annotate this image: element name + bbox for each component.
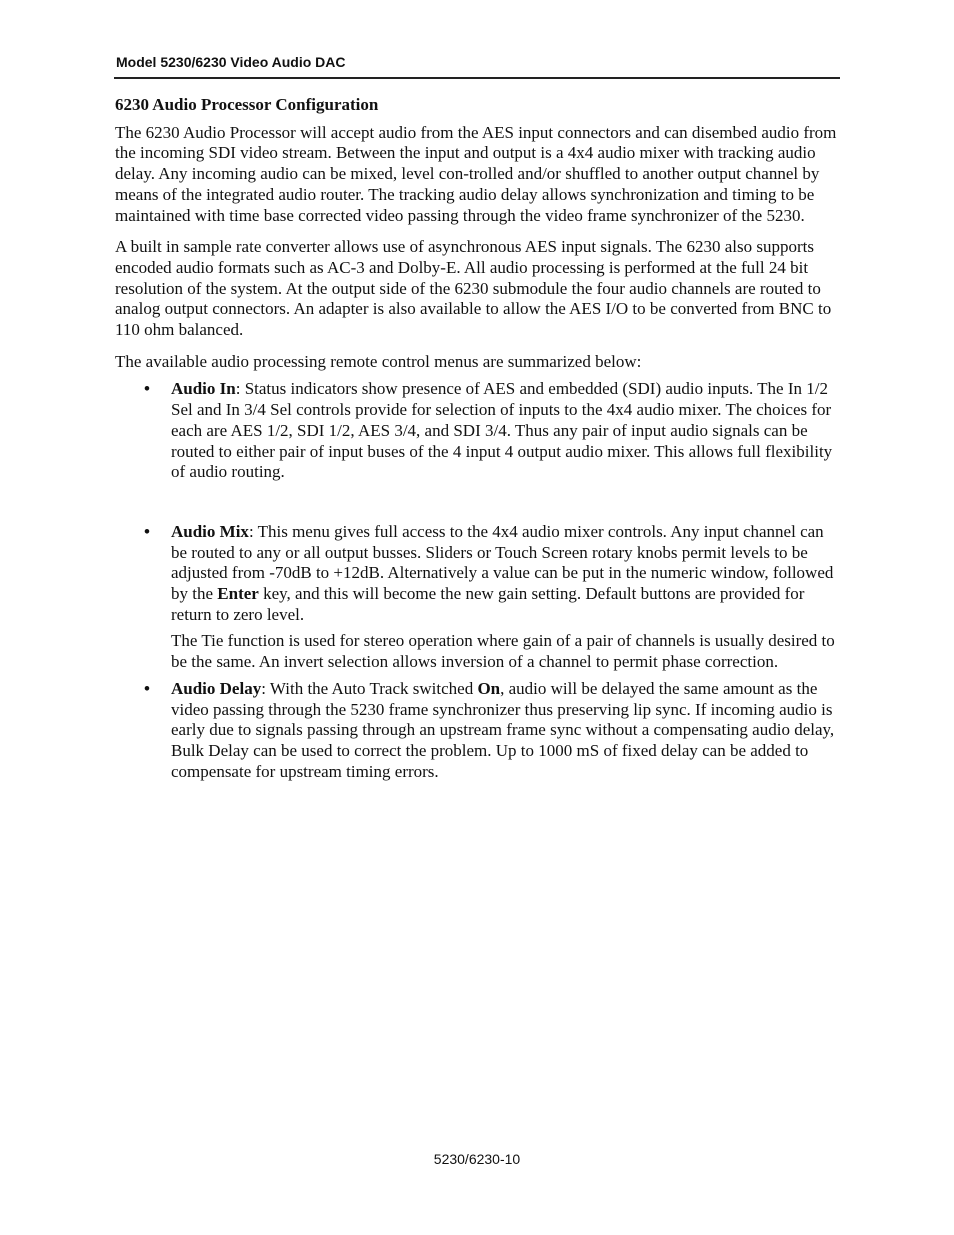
running-header-title: Model 5230/6230 Video Audio DAC (116, 54, 346, 70)
bullet-icon: • (144, 678, 150, 698)
list-spacer (115, 489, 840, 522)
audio-delay-paragraph (171, 679, 840, 783)
bullet-icon: • (144, 379, 150, 399)
audio-mix-text: : This menu gives full access to the 4x4 audio mixer controls. Any input channel can be routed to any or all output busses. Sliders or Touch Screen rotary knobs permit levels to be adjusted from -70dB to +12dB. Alternatively a value can be put in the numeric window, followed by the (171, 521, 834, 604)
audio-delay-text: : With the Auto Track switched (261, 678, 478, 698)
header-rule (114, 77, 840, 79)
tie-function-paragraph: The Tie function is used for stereo operation where gain of a pair of channels is usually desired to be the same. An invert selection allows inversion of a channel to permit phase correction. (171, 631, 835, 672)
audio-delay-text-continued: , audio will be delayed the same amount as the video passing through the 5230 frame synchronizer thus preserving lip sync. If incoming audio is early due to signals passing through an upstream frame sync without a compensating audio delay, Bulk Delay can be used to correct the problem. Up to 1000 mS of fixed delay can be added to compensate for upstream timing errors. (171, 678, 835, 781)
audio-mix-text-continued: key, and this will become the new gain setting. Default buttons are provided for return to zero level. (171, 584, 805, 624)
audio-in-term: Audio In (171, 379, 236, 399)
audio-mix-term: Audio Mix (171, 521, 249, 541)
bullet-icon: • (144, 521, 150, 541)
converter-paragraph: A built in sample rate converter allows use of asynchronous AES input signals. The 6230 also supports encoded audio formats such as AC-3 and Dolby-E. All audio processing is performed at the full 24 bit resolution of the system. At the output side of the 6230 submodule the four audio channels are routed to analog output connectors. An adapter is also available to allow the AES I/O to be converted from BNC to 110 ohm balanced. (115, 237, 832, 340)
audio-in-paragraph (171, 379, 840, 483)
menu-bullet-list (115, 379, 840, 782)
audio-mix-paragraph (171, 522, 840, 626)
enter-key-term: Enter (217, 584, 259, 604)
on-term: On (477, 678, 501, 698)
main-content (115, 95, 840, 788)
menus-intro-paragraph: The available audio processing remote control menus are summarized below: (115, 351, 642, 371)
page-number: 5230/6230-10 (433, 1151, 521, 1167)
list-item-audio-in (115, 379, 840, 483)
audio-in-text: : Status indicators show presence of AES and embedded (SDI) audio inputs. The In 1/2 Sel and In 3/4 Sel controls provide for selection of inputs to the 4x4 audio mixer. The choices for each are AES 1/2, SDI 1/2, AES 3/4, and SDI 3/4. Thus any pair of input audio signals can be routed to either pair of input buses of the 4 input 4 output audio mixer. This allows full flexibility of audio routing. (171, 379, 833, 482)
audio-delay-term: Audio Delay (171, 678, 262, 698)
section-heading: 6230 Audio Processor Configuration (115, 95, 379, 114)
list-item-audio-delay (115, 679, 840, 783)
intro-paragraph: The 6230 Audio Processor will accept audio from the AES input connectors and can disembed audio from the incoming SDI video stream. Between the input and output is a 4x4 audio mixer with tracking audio delay. Any incoming audio can be mixed, level con-trolled and/or shuffled to another output channel by means of the integrated audio router. The tracking audio delay allows synchronization and timing to be maintained with time base corrected video passing through the video frame synchronizer of the 5230. (115, 122, 837, 225)
list-item-audio-mix (115, 522, 840, 673)
